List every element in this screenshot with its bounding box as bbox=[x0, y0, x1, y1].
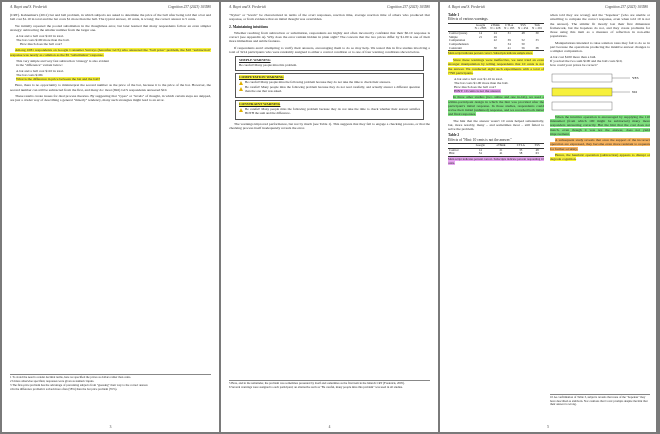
paragraph: We initially repeated the pooled substitution in the thoughtless error, but later learned that many respondents follow an even simpler strategy: subtracting the smaller number from the larger one. bbox=[10, 23, 211, 32]
footnotes bbox=[229, 380, 430, 390]
page-header bbox=[229, 5, 430, 11]
table-caption bbox=[448, 13, 544, 22]
page-header bbox=[448, 5, 648, 11]
paragraph: Hence, the heuristic operation (subtraction) appears to disrupt or degrade cognition. bbox=[550, 152, 650, 162]
table-subtitle: Effects of various warnings. bbox=[448, 17, 489, 22]
table-subtitle: Effects of "Hint: 10 cents is not the answer." bbox=[448, 137, 512, 142]
box-row: Be careful! Many people miss the following problem because they do not take the time to check their answers. bbox=[239, 81, 420, 86]
table-row: Control 14 21 35 48 bbox=[448, 148, 544, 152]
warning-icon bbox=[239, 108, 243, 112]
example-problem: A bat cost $100 more than a ball. If you had the two sum $100 and the ball costs $10, how could your prices be correct? bbox=[550, 55, 623, 68]
example-line: This very simple and very fast subtraction 'strategy' is also evident bbox=[16, 58, 110, 63]
table-row: Comprehension 34 50 bbox=[449, 42, 525, 47]
yes-label: YES bbox=[632, 75, 639, 80]
paragraph bbox=[10, 48, 211, 57]
highlighted-text: Among 1081 respondents on Google Consumer Surveys (hereafter GCS) who answered the "ball price" problem, the $10 "subtraction" response was nearly as common as the $5 "substitution" response. bbox=[10, 48, 211, 57]
example-problem: A bat and a ball cost $1.10 in total. The bat costs $1.00 more than the ball. How much does the ball cost? HINT: 10 cents is not the answer. bbox=[454, 77, 509, 94]
example-line: The bat costs $100 more than the ball. bbox=[16, 38, 70, 43]
document-page-3 bbox=[2, 2, 219, 432]
page-number: 4 bbox=[328, 425, 331, 429]
page-number: 3 bbox=[109, 425, 112, 429]
header-authors: A. Bayet and S. Frederick bbox=[448, 5, 485, 9]
footnotes bbox=[10, 374, 211, 392]
box-row: Be careful! Many people miss the following problem because they do not read carefully, and actually answer a different question than the one that was asked. bbox=[239, 86, 420, 94]
page-number: 5 bbox=[547, 425, 549, 429]
table-row: Control (none) 14 24 31 48 30 bbox=[448, 31, 544, 35]
highlighted-text: What is the difference in price between the bat and the ball? bbox=[16, 77, 100, 82]
paragraph: "Stylus" or "levels" be characterized in terms of the overt responses, reaction time, average reaction time of others who produced that response, or from evidence that an initial thought was overridden. bbox=[229, 13, 430, 22]
footnote: 5 Here, and in the remainder, the problem was sometimes presented by itself and sometimes as the first item in the bmatch CRT (Frederick, 2005). bbox=[229, 381, 405, 385]
warnings-table bbox=[448, 23, 544, 52]
page-header bbox=[10, 5, 211, 11]
example-line bbox=[16, 77, 211, 81]
table-title: Table 2 bbox=[448, 133, 460, 138]
constraint-warning-box bbox=[235, 100, 424, 120]
footnote: 10 As confirmation of Table 3, subjects reveals that none of the "hopeless" may have described as stubborn. Nor cautions that Cover prompts despite the hint that their answer is wrong. bbox=[550, 395, 648, 407]
header-authors: A. Bayet and S. Frederick bbox=[10, 5, 47, 9]
paragraph: Whether reaching from subtraction or substitution, respondents are highly and often incorrectly confident that their $0.10 response is correct (see Appendix A). Why does the error remain hidden in plain sight? The concern that the two prices differ by $1.00 is one of their more immediate and subtle features. bbox=[229, 30, 430, 44]
paragraph: The hint that the answer wasn't 10 cents helped substantially, but, more notably, many – and sometimes most – still failed to solve the problem. bbox=[448, 118, 544, 132]
table-row: Computation 22 39 52 33 bbox=[449, 38, 539, 43]
example-line: The bat costs $100. bbox=[16, 73, 44, 78]
footnote: 2 Unless otherwise specified, responses were given as numeric inputs. bbox=[10, 379, 95, 384]
example-problem bbox=[16, 34, 211, 46]
computation-warning-box bbox=[235, 73, 424, 98]
simple-warning-box bbox=[235, 56, 424, 71]
paragraph: A subsequent study reveals that once the support of the incorrect operation are expressed, they become even more resistant to requests for further scrutiny. bbox=[550, 138, 650, 151]
warning-icon bbox=[239, 81, 243, 85]
paragraph: These results create issues for dual process theories. By suggesting that "types" or "levels" of thought, in which certain steps are skipped, are just a cruder way of describing a general "miserly" tendency, many such strategies might lead to an error. bbox=[10, 93, 211, 102]
table-note: Main script indicates percent correct. Subscripts indicate sample sizes. bbox=[448, 51, 533, 56]
table-column-header: Tufs bbox=[534, 22, 540, 27]
footnote: 3 The first-price problem has the advantage of preventing subjects from "guessing" their way to the correct answer. bbox=[10, 383, 149, 388]
paragraph: The warnings improved performance, but not by much (see Table 1). This suggests that they fail to engage a checking process, or that the checking process itself inadequately reveals the error. bbox=[229, 121, 430, 130]
table-row: Simple 21 29 bbox=[449, 34, 497, 39]
document-page-5 bbox=[440, 2, 656, 432]
response-flow-diagram bbox=[550, 72, 650, 112]
example-line: A bat and a ball cost $110 in total. bbox=[16, 34, 64, 38]
example-line: A bat and a ball cost $110 in total. bbox=[16, 68, 64, 73]
table-title: Table 1 bbox=[448, 13, 460, 17]
box-title: COMPUTATION WARNING bbox=[239, 74, 284, 79]
diagram-box bbox=[552, 88, 612, 96]
box-title: CONSTRAINT WARNING bbox=[239, 102, 281, 107]
paragraph: When the intuitive operation is encouraged by supplying the 110 misnamed (from which 100 might be subtracted) many more responders answering correctly. But the hint that the cost does not match, even though it was not the answer, does not yield improvement. bbox=[550, 114, 650, 136]
example-line: How much does the ball cost? bbox=[20, 42, 63, 47]
table-column-header: Google bbox=[475, 22, 486, 27]
document-page-4 bbox=[221, 2, 438, 432]
table-cell: N = 183 bbox=[504, 26, 515, 31]
example-problem bbox=[16, 69, 211, 81]
page-body bbox=[10, 13, 211, 104]
left-column bbox=[448, 13, 544, 167]
table-cell: N = 454 bbox=[518, 26, 529, 31]
highlighted-text: HINT: 10 cents is not the answer. bbox=[454, 89, 501, 94]
right-column bbox=[550, 13, 650, 163]
footnote: 6 Several warnings were assigned to each participant; an alternative such as "Be careful, many people miss this problem" was used in all studies. bbox=[229, 385, 403, 390]
paragraph: In three other studies (two online and one in-lab), we used a within-participant design in which the hint was provided after the participant's initial response. In those studies, respondents could revise their initial (unhinted) response, and we recorded both initial and final responses. bbox=[448, 95, 544, 117]
diagram-box bbox=[552, 74, 612, 82]
footnotes bbox=[550, 394, 650, 407]
footnote: 1 To avoid the need to render decimal terms, here we specified the prices as dollars rather than cents. bbox=[10, 375, 132, 379]
table-note: Main script indicates percent correct. Subscripts indicate percent responding 10 cents. bbox=[448, 157, 544, 165]
table-cell: N = 2583 bbox=[474, 26, 487, 31]
warning-icon bbox=[239, 87, 243, 91]
page-body bbox=[229, 13, 430, 132]
table-cell: N = 291 bbox=[531, 26, 543, 31]
hint-table: Google eThink CTLA SSS Control 14 21 35 48 Hint 34 41 58 63 bbox=[448, 143, 544, 157]
paragraph: Manipulations intended to raise solution rates may fail to do so in part because the operations producing the intuitive answer changes to a simpler computation. bbox=[550, 40, 650, 53]
box-row: Be careful! Many people miss the following problem because they do not take the time to check whether their answer satisfies BOTH the sum and the difference. bbox=[239, 108, 420, 116]
paragraph: when told they are wrong) and the "hopeless" (who are unable or unwilling to compute the correct response, even when told 10 is not the answer). The similar fit mostly lost their first dimension framework, but the hopeless do not, and they create problems for those using this item as a measure of reflection in non-elite populations. bbox=[550, 13, 650, 39]
section-heading: 2. Maintaining intuitions bbox=[229, 24, 269, 29]
table-column-header: eThink bbox=[490, 22, 500, 27]
table-column-header: CTLA bbox=[505, 22, 514, 27]
no-label: NO bbox=[632, 89, 638, 94]
example-text bbox=[16, 59, 211, 67]
diagram-box bbox=[552, 102, 612, 110]
box-line: Be careful! Many people miss this problem. bbox=[239, 62, 297, 67]
table-row: Constraint 30 41 56 38 bbox=[448, 47, 544, 51]
header-journal: Cognition 237 (2023) 103580 bbox=[605, 5, 648, 9]
table-column-header: SSS bbox=[520, 22, 526, 27]
table-caption bbox=[448, 133, 544, 142]
paragraph: If respondents aren't attempting to verify their answers, encouraging them to do so may help. We tested this in five studies involving a total of 3214 participants who were randomly assigned to either a control condition or to one of four warning conditions shown below. bbox=[229, 45, 430, 54]
header-journal: Cognition 237 (2023) 103580 bbox=[168, 5, 211, 9]
paragraph: (CRT). Kahneman's (2011) bat and ball problem, in which subjects are asked to determine the price of the ball after being told that a bat and ball cost $1.10 in total and the bat costs $1 more than the ball. The typical answer, 10 cents, is wrong; the correct answer is 5 cents. bbox=[10, 13, 211, 22]
header-journal: Cognition 237 (2023) 103580 bbox=[387, 5, 430, 9]
paragraph: Since these warnings were ineffective, we next tried an even stronger manipulation by telling respondents that 10 cents is not the answer. We conducted eight such experiments with a total of 7790 participants. bbox=[448, 58, 544, 75]
paragraph: Here, there is no opportunity to misinterpret the second number as the price of the bat, because it is the price of the bat. However, the second number can still be subtracted from the first, and many do: most (692) GCS respondents answered $10. bbox=[10, 83, 211, 92]
example-line: in the "difference" variant below: bbox=[16, 62, 63, 67]
table-row: Hint 34 41 58 63 bbox=[448, 152, 544, 156]
header-authors: A. Bayet and S. Frederick bbox=[229, 5, 266, 9]
table-cell: N = 228 bbox=[490, 26, 501, 31]
footnote: 4 In the difference problem it solved more often (58%) than the bat price problem (35%). bbox=[10, 387, 118, 392]
box-title: SIMPLE WARNING bbox=[239, 58, 271, 62]
